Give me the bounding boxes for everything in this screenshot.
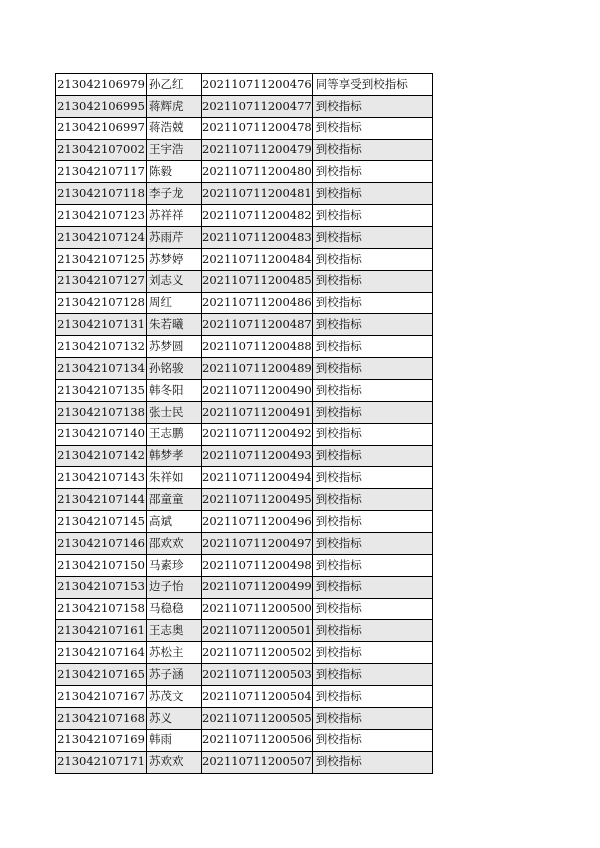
cell-student-name: 韩雨	[147, 729, 202, 751]
cell-candidate-id: 213042107117	[56, 161, 147, 183]
cell-student-name: 周红	[147, 292, 202, 314]
cell-student-name: 韩梦孝	[147, 445, 202, 467]
cell-candidate-id: 213042107143	[56, 467, 147, 489]
cell-candidate-id: 213042107002	[56, 139, 147, 161]
cell-candidate-id: 213042107146	[56, 533, 147, 555]
cell-student-name: 苏子涵	[147, 664, 202, 686]
cell-student-name: 苏祥祥	[147, 205, 202, 227]
cell-record-code: 202110711200482	[202, 205, 313, 227]
table-row	[56, 576, 433, 598]
cell-candidate-id: 213042107138	[56, 401, 147, 423]
cell-student-name: 苏雨芹	[147, 227, 202, 249]
cell-record-code: 202110711200492	[202, 423, 313, 445]
table-row	[56, 401, 433, 423]
cell-record-code: 202110711200481	[202, 183, 313, 205]
table-row	[56, 248, 433, 270]
cell-quota-type: 到校指标	[312, 358, 432, 380]
table-row	[56, 380, 433, 402]
table-row	[56, 74, 433, 96]
cell-candidate-id: 213042107168	[56, 707, 147, 729]
cell-candidate-id: 213042107171	[56, 751, 147, 773]
cell-candidate-id: 213042106979	[56, 74, 147, 96]
cell-record-code: 202110711200485	[202, 270, 313, 292]
table-row	[56, 336, 433, 358]
cell-candidate-id: 213042107145	[56, 511, 147, 533]
table-row	[56, 358, 433, 380]
cell-quota-type: 到校指标	[312, 729, 432, 751]
cell-student-name: 朱若曦	[147, 314, 202, 336]
cell-record-code: 202110711200478	[202, 117, 313, 139]
cell-student-name: 苏茂文	[147, 686, 202, 708]
cell-student-name: 张士民	[147, 401, 202, 423]
cell-record-code: 202110711200503	[202, 664, 313, 686]
cell-record-code: 202110711200500	[202, 598, 313, 620]
table-row	[56, 423, 433, 445]
cell-quota-type: 到校指标	[312, 380, 432, 402]
cell-record-code: 202110711200505	[202, 707, 313, 729]
cell-quota-type: 到校指标	[312, 664, 432, 686]
cell-candidate-id: 213042107140	[56, 423, 147, 445]
cell-quota-type: 到校指标	[312, 95, 432, 117]
cell-student-name: 马素珍	[147, 554, 202, 576]
cell-candidate-id: 213042107135	[56, 380, 147, 402]
cell-student-name: 高斌	[147, 511, 202, 533]
cell-candidate-id: 213042107131	[56, 314, 147, 336]
cell-record-code: 202110711200483	[202, 227, 313, 249]
cell-candidate-id: 213042107124	[56, 227, 147, 249]
cell-student-name: 苏梦圆	[147, 336, 202, 358]
cell-quota-type: 到校指标	[312, 117, 432, 139]
cell-quota-type: 到校指标	[312, 533, 432, 555]
cell-record-code: 202110711200507	[202, 751, 313, 773]
cell-candidate-id: 213042107125	[56, 248, 147, 270]
table-row	[56, 664, 433, 686]
cell-candidate-id: 213042107127	[56, 270, 147, 292]
cell-record-code: 202110711200494	[202, 467, 313, 489]
table-row	[56, 205, 433, 227]
cell-quota-type: 到校指标	[312, 489, 432, 511]
cell-candidate-id: 213042106995	[56, 95, 147, 117]
table-row	[56, 511, 433, 533]
cell-record-code: 202110711200499	[202, 576, 313, 598]
cell-candidate-id: 213042107134	[56, 358, 147, 380]
cell-quota-type: 到校指标	[312, 511, 432, 533]
table-row	[56, 292, 433, 314]
cell-student-name: 苏义	[147, 707, 202, 729]
cell-quota-type: 到校指标	[312, 445, 432, 467]
cell-record-code: 202110711200495	[202, 489, 313, 511]
table-row	[56, 270, 433, 292]
cell-record-code: 202110711200497	[202, 533, 313, 555]
cell-record-code: 202110711200498	[202, 554, 313, 576]
cell-student-name: 陈毅	[147, 161, 202, 183]
cell-student-name: 蒋辉虎	[147, 95, 202, 117]
cell-student-name: 邵欢欢	[147, 533, 202, 555]
table-row	[56, 445, 433, 467]
cell-quota-type: 到校指标	[312, 139, 432, 161]
cell-quota-type: 到校指标	[312, 205, 432, 227]
cell-record-code: 202110711200490	[202, 380, 313, 402]
table-row	[56, 686, 433, 708]
cell-quota-type: 到校指标	[312, 707, 432, 729]
table-row	[56, 751, 433, 773]
roster-table	[55, 73, 433, 774]
cell-quota-type: 到校指标	[312, 598, 432, 620]
table-row	[56, 467, 433, 489]
cell-student-name: 邵童童	[147, 489, 202, 511]
table-row	[56, 598, 433, 620]
cell-record-code: 202110711200477	[202, 95, 313, 117]
table-row	[56, 183, 433, 205]
cell-candidate-id: 213042107142	[56, 445, 147, 467]
table-row	[56, 117, 433, 139]
cell-record-code: 202110711200476	[202, 74, 313, 96]
cell-quota-type: 到校指标	[312, 183, 432, 205]
table-row	[56, 161, 433, 183]
cell-quota-type: 到校指标	[312, 642, 432, 664]
cell-quota-type: 到校指标	[312, 751, 432, 773]
cell-candidate-id: 213042107123	[56, 205, 147, 227]
cell-student-name: 王志奥	[147, 620, 202, 642]
table-body	[56, 74, 433, 774]
cell-record-code: 202110711200488	[202, 336, 313, 358]
cell-candidate-id: 213042107161	[56, 620, 147, 642]
table-row	[56, 707, 433, 729]
cell-student-name: 韩冬阳	[147, 380, 202, 402]
cell-student-name: 李子龙	[147, 183, 202, 205]
cell-quota-type: 到校指标	[312, 336, 432, 358]
cell-student-name: 苏欢欢	[147, 751, 202, 773]
cell-quota-type: 到校指标	[312, 620, 432, 642]
cell-quota-type: 到校指标	[312, 292, 432, 314]
cell-student-name: 苏梦婷	[147, 248, 202, 270]
cell-record-code: 202110711200496	[202, 511, 313, 533]
cell-candidate-id: 213042107132	[56, 336, 147, 358]
cell-candidate-id: 213042106997	[56, 117, 147, 139]
cell-record-code: 202110711200487	[202, 314, 313, 336]
cell-student-name: 王宇浩	[147, 139, 202, 161]
cell-quota-type: 到校指标	[312, 401, 432, 423]
cell-student-name: 蒋浩兢	[147, 117, 202, 139]
cell-quota-type: 到校指标	[312, 161, 432, 183]
cell-student-name: 马稳稳	[147, 598, 202, 620]
cell-record-code: 202110711200479	[202, 139, 313, 161]
cell-candidate-id: 213042107150	[56, 554, 147, 576]
cell-quota-type: 到校指标	[312, 248, 432, 270]
cell-quota-type: 到校指标	[312, 227, 432, 249]
table-row	[56, 642, 433, 664]
cell-student-name: 边子怡	[147, 576, 202, 598]
table-row	[56, 95, 433, 117]
cell-record-code: 202110711200501	[202, 620, 313, 642]
table-row	[56, 139, 433, 161]
cell-quota-type: 到校指标	[312, 423, 432, 445]
cell-candidate-id: 213042107167	[56, 686, 147, 708]
cell-quota-type: 到校指标	[312, 467, 432, 489]
cell-record-code: 202110711200480	[202, 161, 313, 183]
cell-quota-type: 到校指标	[312, 576, 432, 598]
cell-candidate-id: 213042107158	[56, 598, 147, 620]
cell-record-code: 202110711200491	[202, 401, 313, 423]
cell-record-code: 202110711200493	[202, 445, 313, 467]
cell-record-code: 202110711200484	[202, 248, 313, 270]
cell-quota-type: 到校指标	[312, 270, 432, 292]
cell-candidate-id: 213042107144	[56, 489, 147, 511]
cell-record-code: 202110711200489	[202, 358, 313, 380]
table-row	[56, 533, 433, 555]
cell-student-name: 朱祥如	[147, 467, 202, 489]
table-row	[56, 489, 433, 511]
table-row	[56, 620, 433, 642]
cell-record-code: 202110711200502	[202, 642, 313, 664]
cell-record-code: 202110711200486	[202, 292, 313, 314]
cell-student-name: 王志鹏	[147, 423, 202, 445]
cell-candidate-id: 213042107118	[56, 183, 147, 205]
cell-candidate-id: 213042107164	[56, 642, 147, 664]
table-row	[56, 729, 433, 751]
table-row	[56, 227, 433, 249]
cell-student-name: 苏松主	[147, 642, 202, 664]
table-row	[56, 554, 433, 576]
cell-record-code: 202110711200504	[202, 686, 313, 708]
cell-record-code: 202110711200506	[202, 729, 313, 751]
cell-quota-type: 同等享受到校指标	[312, 74, 432, 96]
cell-candidate-id: 213042107128	[56, 292, 147, 314]
cell-quota-type: 到校指标	[312, 686, 432, 708]
cell-quota-type: 到校指标	[312, 314, 432, 336]
cell-student-name: 孙铭骏	[147, 358, 202, 380]
cell-student-name: 孙乙红	[147, 74, 202, 96]
table-row	[56, 314, 433, 336]
cell-candidate-id: 213042107153	[56, 576, 147, 598]
cell-student-name: 刘志义	[147, 270, 202, 292]
cell-candidate-id: 213042107165	[56, 664, 147, 686]
cell-candidate-id: 213042107169	[56, 729, 147, 751]
cell-quota-type: 到校指标	[312, 554, 432, 576]
